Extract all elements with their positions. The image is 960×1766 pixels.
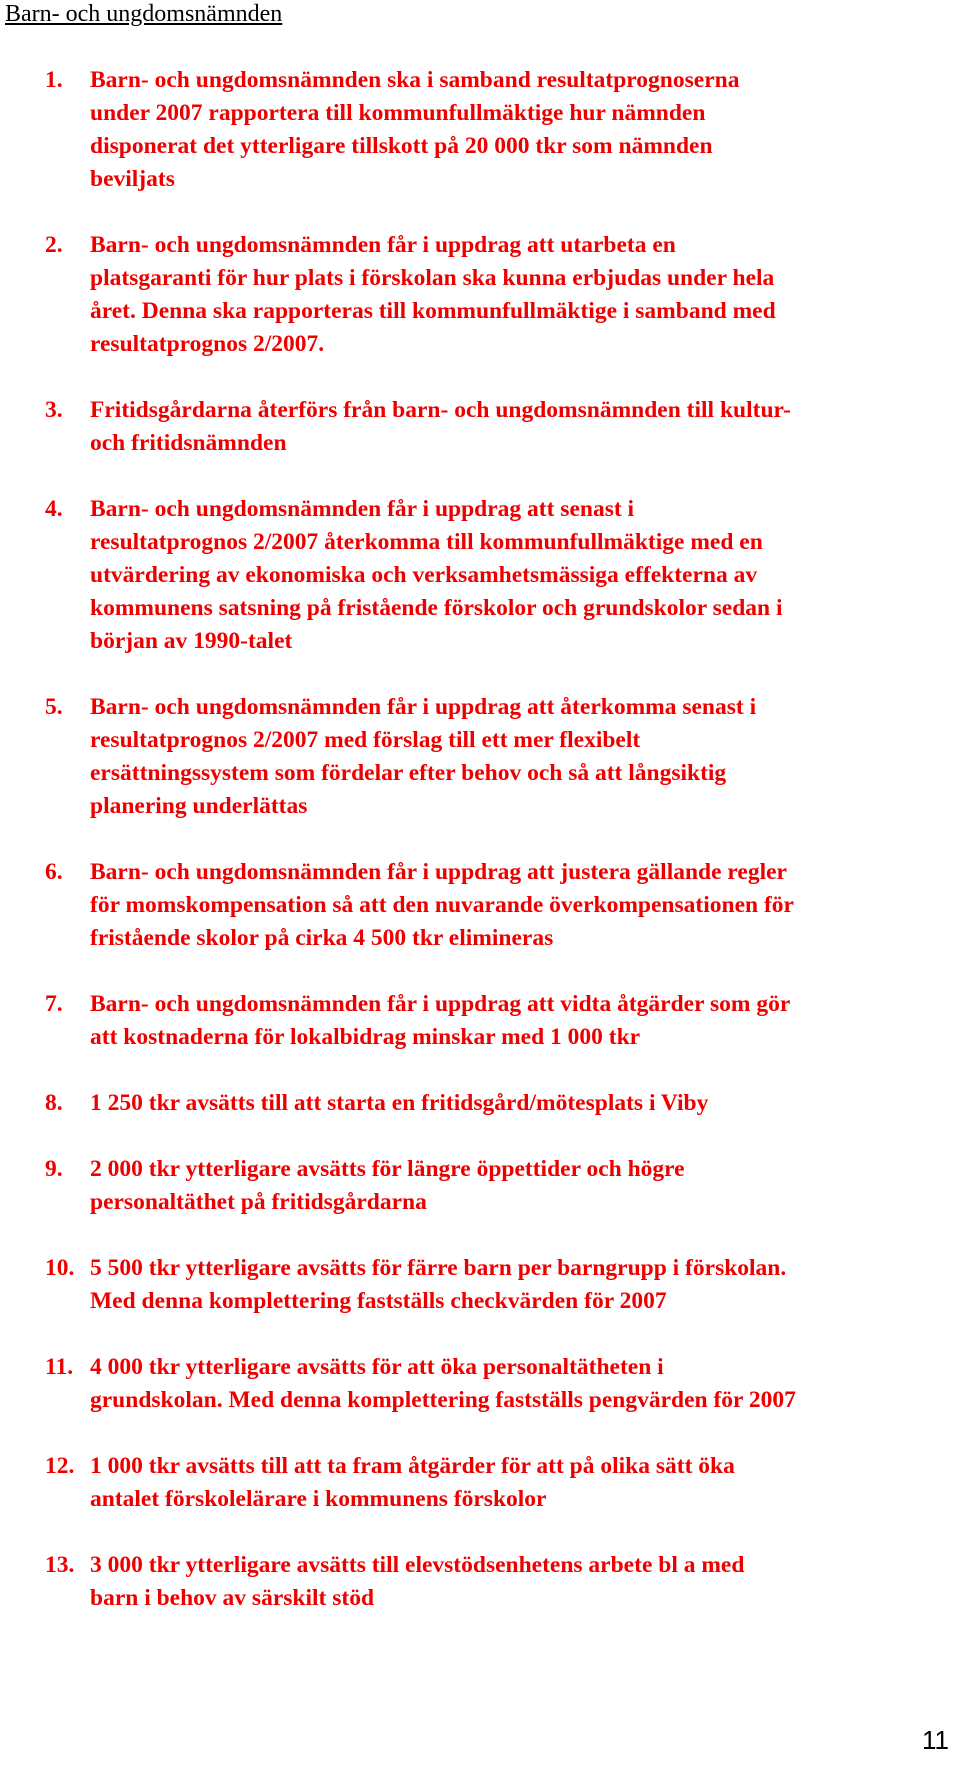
item-text: Barn- och ungdomsnämnden får i uppdrag att utarbeta en platsgaranti för hur plats i förskolan ska kunna erbjudas under hela året. Denna ska rapporteras till kommunfullmäktige i samband med resultatprognos 2/2007. (90, 232, 776, 357)
item-number: 4. (45, 496, 63, 522)
page-number: 11 (922, 1725, 949, 1755)
item-text: Barn- och ungdomsnämnden får i uppdrag att justera gällande regler för momskompensation så att den nuvarande överkompensationen för fristående skolor på cirka 4 500 tkr elimineras (90, 859, 794, 951)
item-number: 2. (45, 232, 63, 258)
item-text: 1 250 tkr avsätts till att starta en fritidsgård/mötesplats i Viby (90, 1090, 709, 1116)
item-number: 1. (45, 67, 63, 93)
item-text: 2 000 tkr ytterligare avsätts för längre öppettider och högre personaltäthet på fritidsgårdarna (90, 1156, 685, 1215)
list-item (0, 1450, 960, 1516)
list-item (0, 856, 960, 955)
item-text: Barn- och ungdomsnämnden får i uppdrag att senast i resultatprognos 2/2007 återkomma till kommunfullmäktige med en utvärdering av ekonomiska och verksamhetsmässiga effekterna av kommunens satsning på fristående förskolor och grundskolor sedan i början av 1990-talet (90, 496, 783, 654)
item-number: 11. (45, 1354, 74, 1380)
item-number: 6. (45, 859, 63, 885)
list-item (0, 1351, 960, 1417)
list-item (0, 1087, 960, 1120)
item-number: 5. (45, 694, 63, 720)
list-item (0, 394, 960, 460)
item-number: 10. (45, 1255, 75, 1281)
list-item (0, 691, 960, 823)
item-text: 5 500 tkr ytterligare avsätts för färre barn per barngrupp i förskolan. Med denna komplettering fastställs checkvärden för 2007 (90, 1255, 787, 1314)
list-item (0, 1153, 960, 1219)
list-item (0, 493, 960, 658)
decision-list (0, 64, 960, 1648)
list-item (0, 64, 960, 196)
item-text: Barn- och ungdomsnämnden ska i samband resultatprognoserna under 2007 rapportera till kommunfullmäktige hur nämnden disponerat det ytterligare tillskott på 20 000 tkr som nämnden beviljats (90, 67, 740, 192)
list-item (0, 1252, 960, 1318)
item-text: 3 000 tkr ytterligare avsätts till elevstödsenhetens arbete bl a med barn i behov av särskilt stöd (90, 1552, 745, 1611)
item-text: Barn- och ungdomsnämnden får i uppdrag att vidta åtgärder som gör att kostnaderna för lokalbidrag minskar med 1 000 tkr (90, 991, 791, 1050)
list-item (0, 229, 960, 361)
item-text: Barn- och ungdomsnämnden får i uppdrag att återkomma senast i resultatprognos 2/2007 med förslag till ett mer flexibelt ersättningssystem som fördelar efter behov och så att långsiktig planering underlättas (90, 694, 757, 819)
document-heading: Barn- och ungdomsnämnden (5, 1, 283, 27)
list-item (0, 1549, 960, 1615)
item-text: Fritidsgårdarna återförs från barn- och ungdomsnämnden till kultur- och fritidsnämnden (90, 397, 791, 456)
item-number: 12. (45, 1453, 75, 1479)
item-number: 9. (45, 1156, 63, 1182)
item-text: 1 000 tkr avsätts till att ta fram åtgärder för att på olika sätt öka antalet förskolelärare i kommunens förskolor (90, 1453, 735, 1512)
item-number: 13. (45, 1552, 75, 1578)
item-text: 4 000 tkr ytterligare avsätts för att öka personaltätheten i grundskolan. Med denna komplettering fastställs pengvärden för 2007 (90, 1354, 796, 1413)
item-number: 7. (45, 991, 63, 1017)
list-item (0, 988, 960, 1054)
item-number: 8. (45, 1090, 63, 1116)
item-number: 3. (45, 397, 63, 423)
